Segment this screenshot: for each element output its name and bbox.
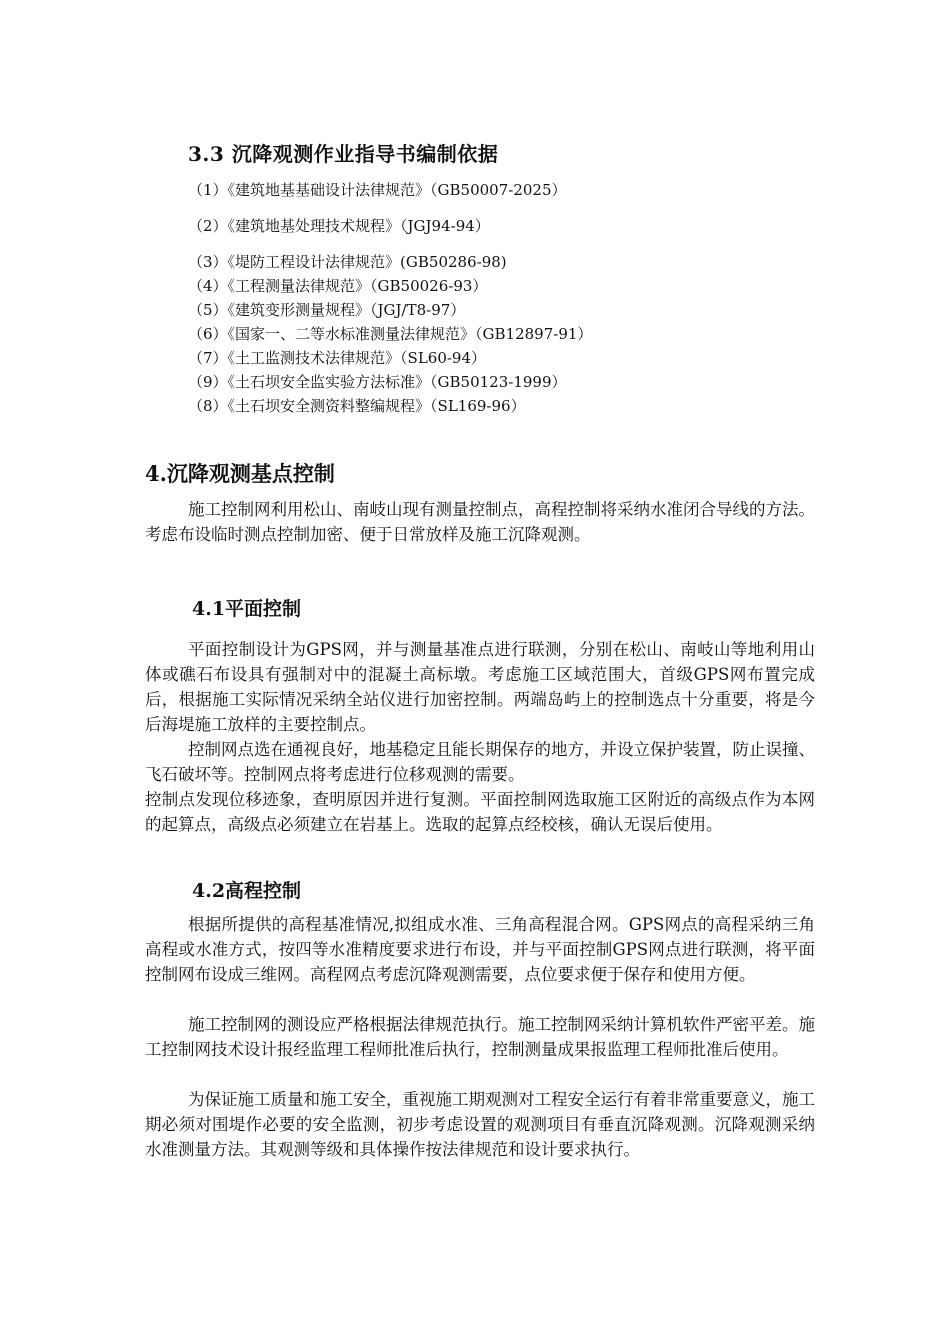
section-4-1-heading: 4.1平面控制 bbox=[192, 598, 302, 620]
reference-item: （9）《土石坝安全监实验方法标准》（GB50123-1999） bbox=[188, 373, 567, 391]
section-4-paragraph: 施工控制网利用松山、南岐山现有测量控制点，高程控制将采纳水准闭合导线的方法。考虑布设临时测点控制加密、便于日常放样及施工沉降观测。 bbox=[145, 500, 815, 544]
reference-item: （3）《堤防工程设计法律规范》(GB50286-98) bbox=[188, 253, 507, 271]
reference-item: （6）《国家一、二等水标准测量法律规范》（GB12897-91） bbox=[188, 325, 593, 343]
reference-item: （8）《土石坝安全测资料整编规程》（SL169-96） bbox=[188, 397, 526, 415]
reference-item: （7）《土工监测技术法律规范》（SL60-94） bbox=[188, 349, 487, 367]
reference-list bbox=[188, 178, 592, 418]
reference-item: （1）《建筑地基基础设计法律规范》（GB50007-2025） bbox=[188, 181, 567, 199]
section-4-2-heading: 4.2高程控制 bbox=[192, 880, 302, 902]
section-4-1-paragraph-1: 平面控制设计为GPS网，并与测量基准点进行联测，分别在松山、南岐山等地利用山体或礁石布设具有强制对中的混凝土高标墩。考虑施工区域范围大，首级GPS网布置完成后，根据施工实际情况采纳全站仪进行加密控制。两端岛屿上的控制选点十分重要，将是今后海堤施工放样的主要控制点。 bbox=[145, 640, 815, 734]
section-4-2-paragraph-3: 为保证施工质量和施工安全，重视施工期观测对工程安全运行有着非常重要意义，施工期必须对围堤作必要的安全监测，初步考虑设置的观测项目有垂直沉降观测。沉降观测采纳水准测量方法。其观测等级和具体操作按法律规范和设计要求执行。 bbox=[145, 1090, 815, 1159]
reference-item: （4）《工程测量法律规范》（GB50026-93） bbox=[188, 277, 488, 295]
section-4-1-paragraph-3: 控制点发现位移迹象，查明原因并进行复测。平面控制网选取施工区附近的高级点作为本网的起算点，高级点必须建立在岩基上。选取的起算点经校核，确认无误后使用。 bbox=[145, 790, 815, 834]
section-4-heading: 4.沉降观测基点控制 bbox=[145, 461, 335, 486]
section-4-2-paragraph-1: 根据所提供的高程基准情况,拟组成水准、三角高程混合网。GPS网点的高程采纳三角高程或水准方式，按四等水准精度要求进行布设，并与平面控制GPS网点进行联测，将平面控制网布设成三维网。高程网点考虑沉降观测需要，点位要求便于保存和使用方便。 bbox=[145, 915, 815, 984]
section-4-1-paragraph-2: 控制网点选在通视良好，地基稳定且能长期保存的地方，并设立保护装置，防止误撞、飞石破坏等。控制网点将考虑进行位移观测的需要。 bbox=[145, 740, 815, 784]
reference-item: （2）《建筑地基处理技术规程》（JGJ94-94） bbox=[188, 217, 490, 235]
section-3-3-heading: 3.3 沉降观测作业指导书编制依据 bbox=[188, 142, 499, 166]
section-4-2-paragraph-2: 施工控制网的测设应严格根据法律规范执行。施工控制网采纳计算机软件严密平差。施工控制网技术设计报经监理工程师批准后执行，控制测量成果报监理工程师批准后使用。 bbox=[145, 1015, 815, 1059]
reference-item: （5）《建筑变形测量规程》（JGJ/T8-97） bbox=[188, 301, 466, 319]
